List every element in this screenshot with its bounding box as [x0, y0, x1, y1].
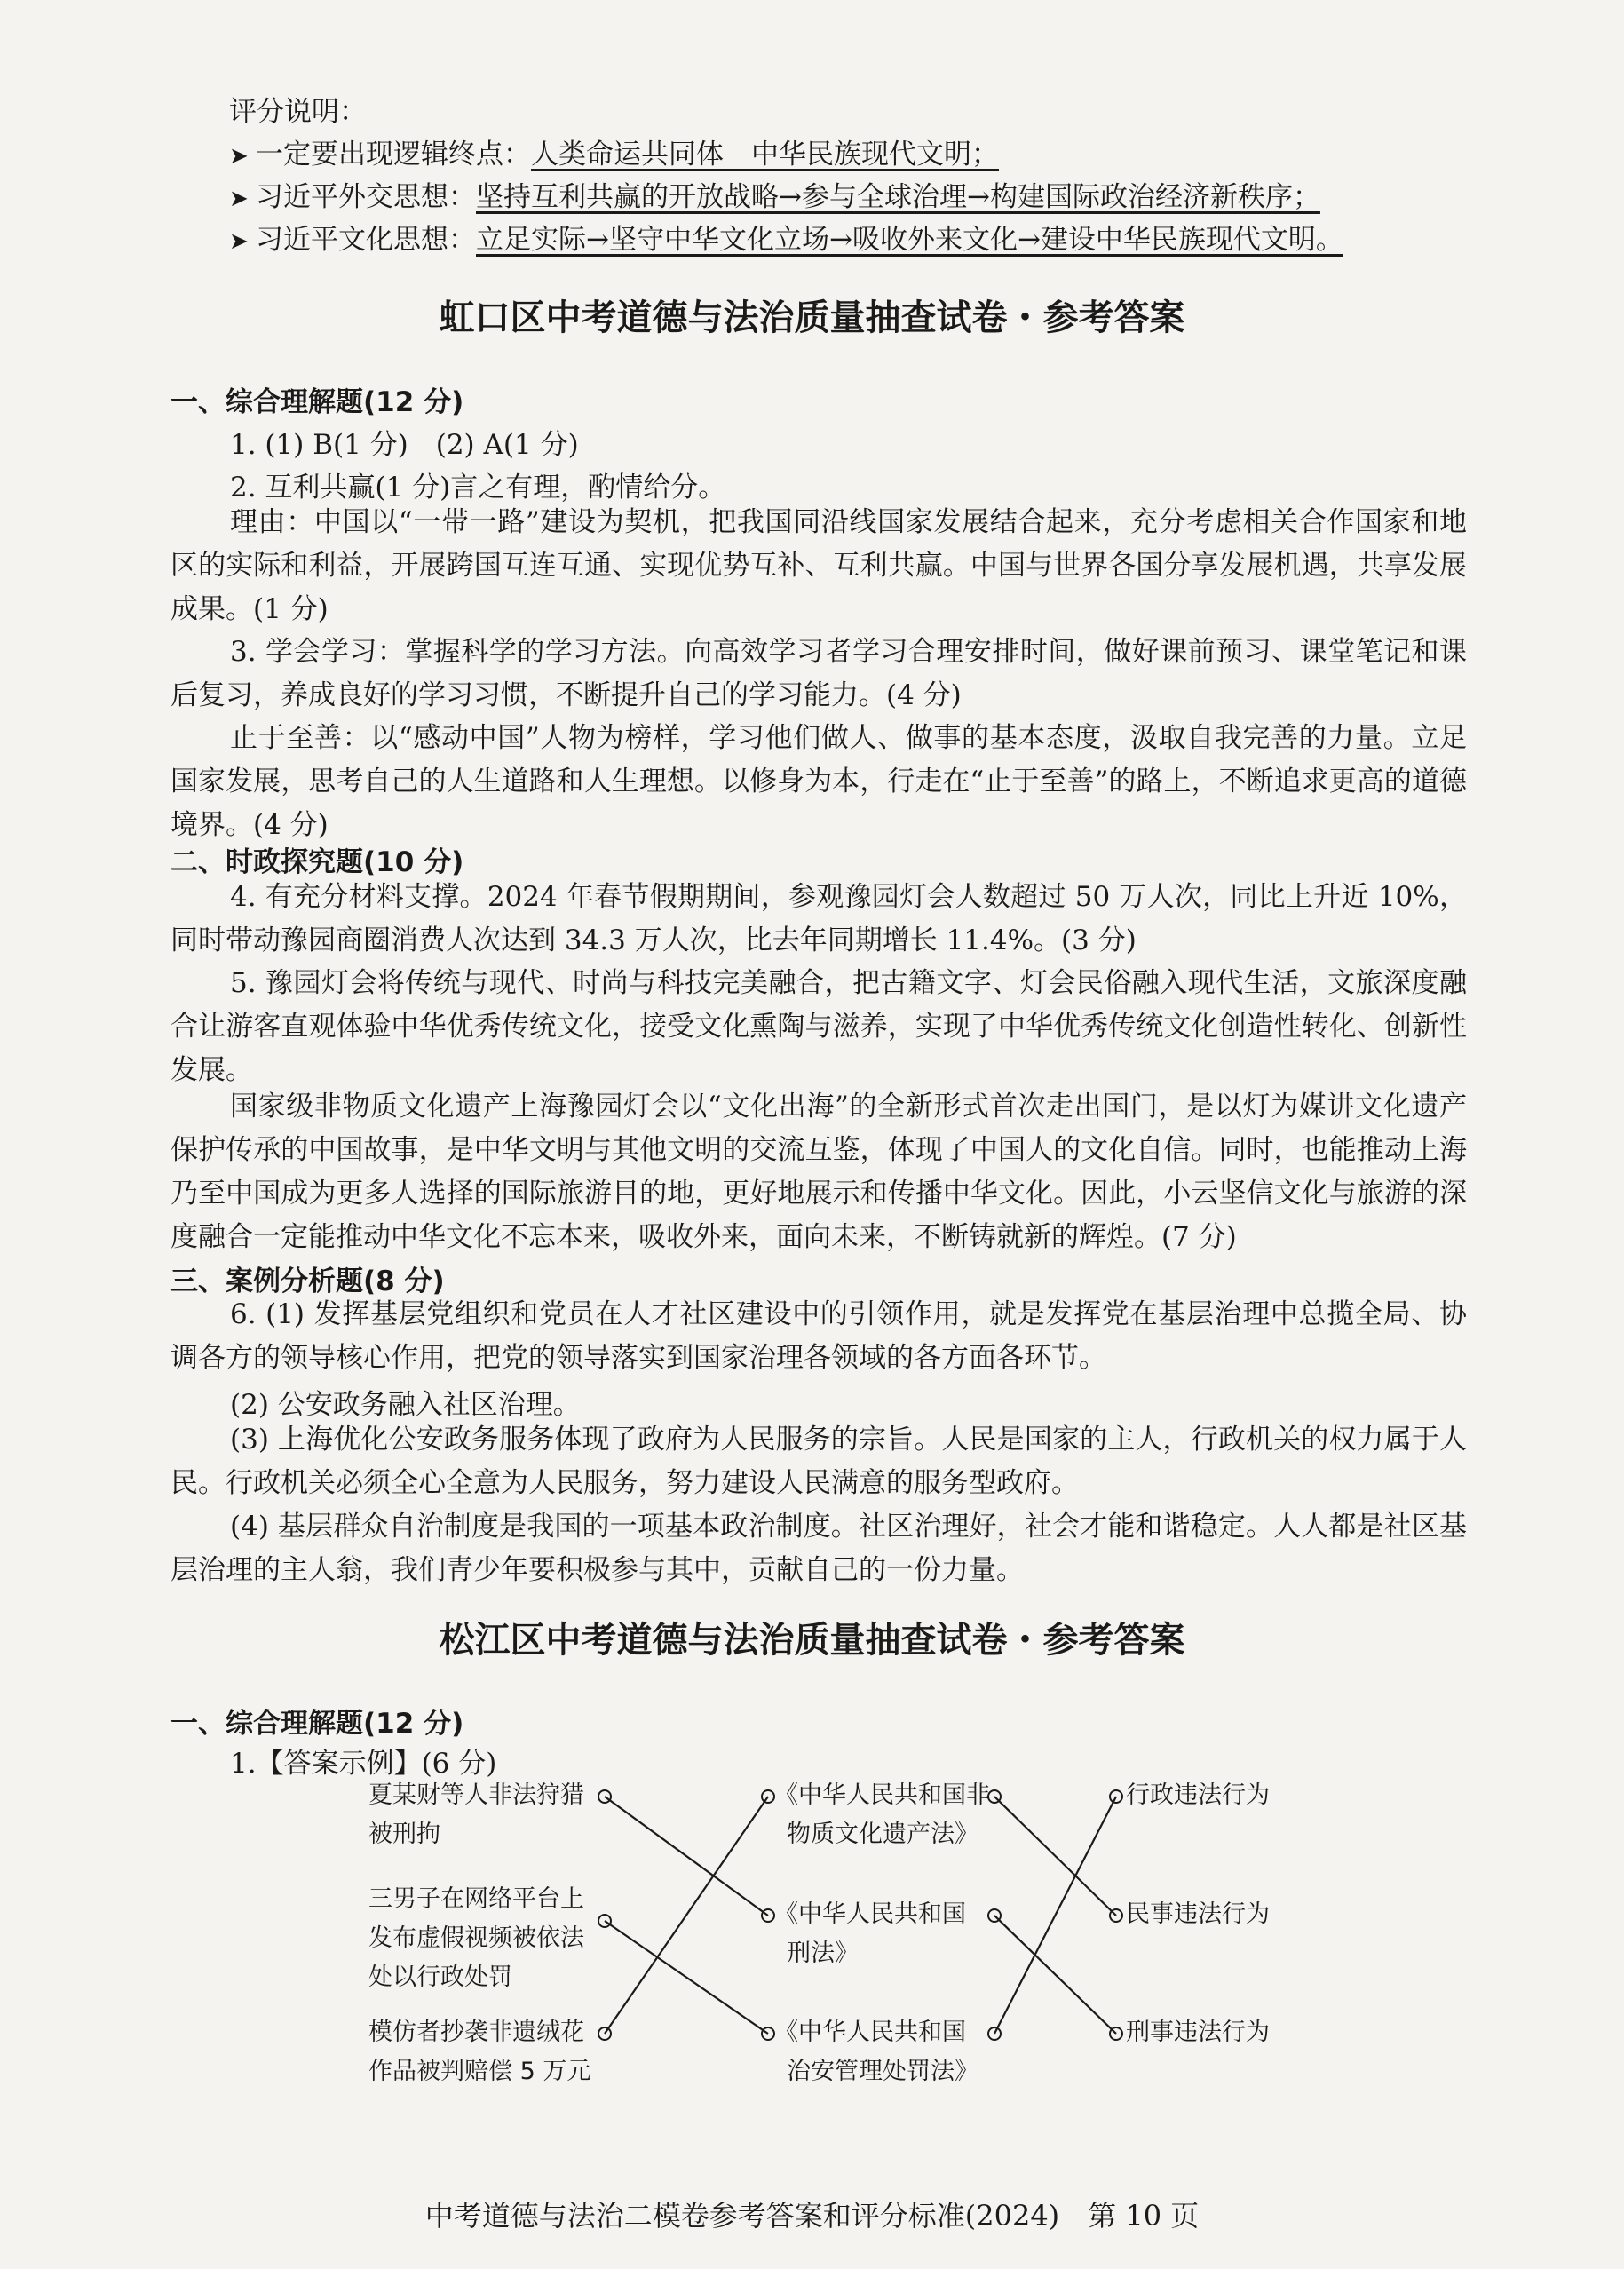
hongkou-q5: 5. 豫园灯会将传统与现代、时尚与科技完美融合，把古籍文字、灯会民俗融入现代生活，文旅深度融合让游客直观体验中华优秀传统文化，接受文化熏陶与滋养，实现了中华优秀传统文化创造性转化、创新性发展。: [170, 967, 1467, 1086]
diagram-left-item-3: 模仿者抄袭非遗绒花 作品被判赔偿 5 万元: [368, 2019, 591, 2085]
scoring-note-prefix: 一定要出现逻辑终点：: [256, 139, 531, 171]
hongkou-q5-b: 国家级非物质文化遗产上海豫园灯会以“文化出海”的全新形式首次走出国门，是以灯为媒讲文化遗产保护传承的中国故事，是中华文明与其他文明的交流互鉴，体现了中国人的文化自信。同时，也能推动上海乃至中国成为更多人选择的国际旅游目的地，更好地展示和传播中华文化。因此，小云坚信文化与旅游的深度融合一定能推动中华文化不忘本来，吸收外来，面向未来，不断铸就新的辉煌。(7 分): [170, 1091, 1467, 1253]
hongkou-section3-heading: 三、案例分析题(8 分): [170, 1265, 445, 1297]
hongkou-q6-2: (2) 公安政务融入社区治理。: [230, 1389, 581, 1421]
connector-middle-right-3: [994, 1797, 1116, 2034]
hongkou-q3: 3. 学会学习：掌握科学的学习方法。向高效学习者学习合理安排时间，做好课前预习、课堂笔记和课后复习，养成良好的学习习惯，不断提升自己的学习能力。(4 分): [170, 636, 1467, 711]
scoring-notes-title: 评分说明：: [229, 96, 367, 128]
hongkou-title: 虹口区中考道德与法治质量抽查试卷・参考答案: [439, 298, 1185, 338]
songjiang-section1-heading: 一、综合理解题(12 分): [170, 1708, 464, 1740]
connector-middle-right-2: [994, 1916, 1116, 2034]
scoring-note-underlined: 立足实际→坚守中华文化立场→吸收外来文化→建设中华民族现代文明。: [476, 224, 1343, 256]
arrow-bullet-icon: ➤: [229, 186, 249, 212]
arrow-bullet-icon: ➤: [229, 143, 249, 170]
connector-left-middle-1: [605, 1797, 768, 1916]
connector-middle-right-1: [994, 1797, 1116, 1916]
diagram-right-item-3: 刑事违法行为: [1126, 2019, 1270, 2046]
diagram-middle-item-1: 《中华人民共和国非 物质文化遗产法》: [774, 1781, 990, 1848]
songjiang-title: 松江区中考道德与法治质量抽查试卷・参考答案: [439, 1620, 1185, 1661]
diagram-left-item-2: 三男子在网络平台上 发布虚假视频被依法 处以行政处罚: [368, 1885, 584, 1991]
hongkou-q6-4: (4) 基层群众自治制度是我国的一项基本政治制度。社区治理好，社会才能和谐稳定。人人都是社区基层治理的主人翁，我们青少年要积极参与其中，贡献自己的一份力量。: [170, 1511, 1467, 1586]
hongkou-q4: 4. 有充分材料支撑。2024 年春节假期期间，参观豫园灯会人数超过 50 万人次，同比上升近 10%，同时带动豫园商圈消费人次达到 34.3 万人次，比去年同期增长 11.4%。(3 分): [170, 881, 1467, 956]
diagram-right-item-1: 行政违法行为: [1126, 1781, 1270, 1809]
page-footer: 中考道德与法治二模卷参考答案和评分标准(2024) 第 10 页: [424, 2199, 1200, 2233]
hongkou-section1-heading: 一、综合理解题(12 分): [170, 386, 464, 418]
diagram-left-item-1: 夏某财等人非法狩猎 被刑拘: [368, 1781, 584, 1848]
scoring-note-prefix: 习近平外交思想：: [256, 181, 476, 213]
hongkou-q1: 1. (1) B(1 分) (2) A(1 分): [230, 429, 579, 461]
diagram-right-item-2: 民事违法行为: [1126, 1900, 1270, 1928]
hongkou-q2-reason: 理由：中国以“一带一路”建设为契机，把我国同沿线国家发展结合起来，充分考虑相关合作国家和地区的实际和利益，开展跨国互连互通、实现优势互补、互利共赢。中国与世界各国分享发展机遇，共享发展成果。(1 分): [170, 506, 1467, 625]
hongkou-q6-1: 6. (1) 发挥基层党组织和党员在人才社区建设中的引领作用，就是发挥党在基层治理中总揽全局、协调各方的领导核心作用，把党的领导落实到国家治理各领域的各方面各环节。: [170, 1298, 1467, 1374]
connector-left-middle-3: [605, 1797, 768, 2034]
hongkou-q6-3: (3) 上海优化公安政务服务体现了政府为人民服务的宗旨。人民是国家的主人，行政机关的权力属于人民。行政机关必须全心全意为人民服务，努力建设人民满意的服务型政府。: [170, 1424, 1467, 1499]
diagram-middle-item-2: 《中华人民共和国 刑法》: [774, 1900, 966, 1967]
scoring-note-underlined: 坚持互利共赢的开放战略→参与全球治理→构建国际政治经济新秩序；: [476, 181, 1320, 213]
scoring-note-prefix: 习近平文化思想：: [256, 224, 476, 256]
connector-left-middle-2: [605, 1921, 768, 2034]
arrow-bullet-icon: ➤: [229, 228, 249, 255]
hongkou-q2: 2. 互利共赢(1 分)言之有理，酌情给分。: [230, 472, 726, 504]
scoring-note-underlined: 人类命运共同体 中华民族现代文明；: [531, 139, 999, 171]
hongkou-q3-b: 止于至善：以“感动中国”人物为榜样，学习他们做人、做事的基本态度，汲取自我完善的力量。立足国家发展，思考自己的人生道路和人生理想。以修身为本，行走在“止于至善”的路上，不断追求更高的道德境界。(4 分): [170, 722, 1467, 841]
songjiang-q1: 1.【答案示例】(6 分): [230, 1748, 497, 1780]
diagram-middle-item-3: 《中华人民共和国 治安管理处罚法》: [774, 2019, 978, 2085]
hongkou-section2-heading: 二、时政探究题(10 分): [170, 846, 464, 878]
